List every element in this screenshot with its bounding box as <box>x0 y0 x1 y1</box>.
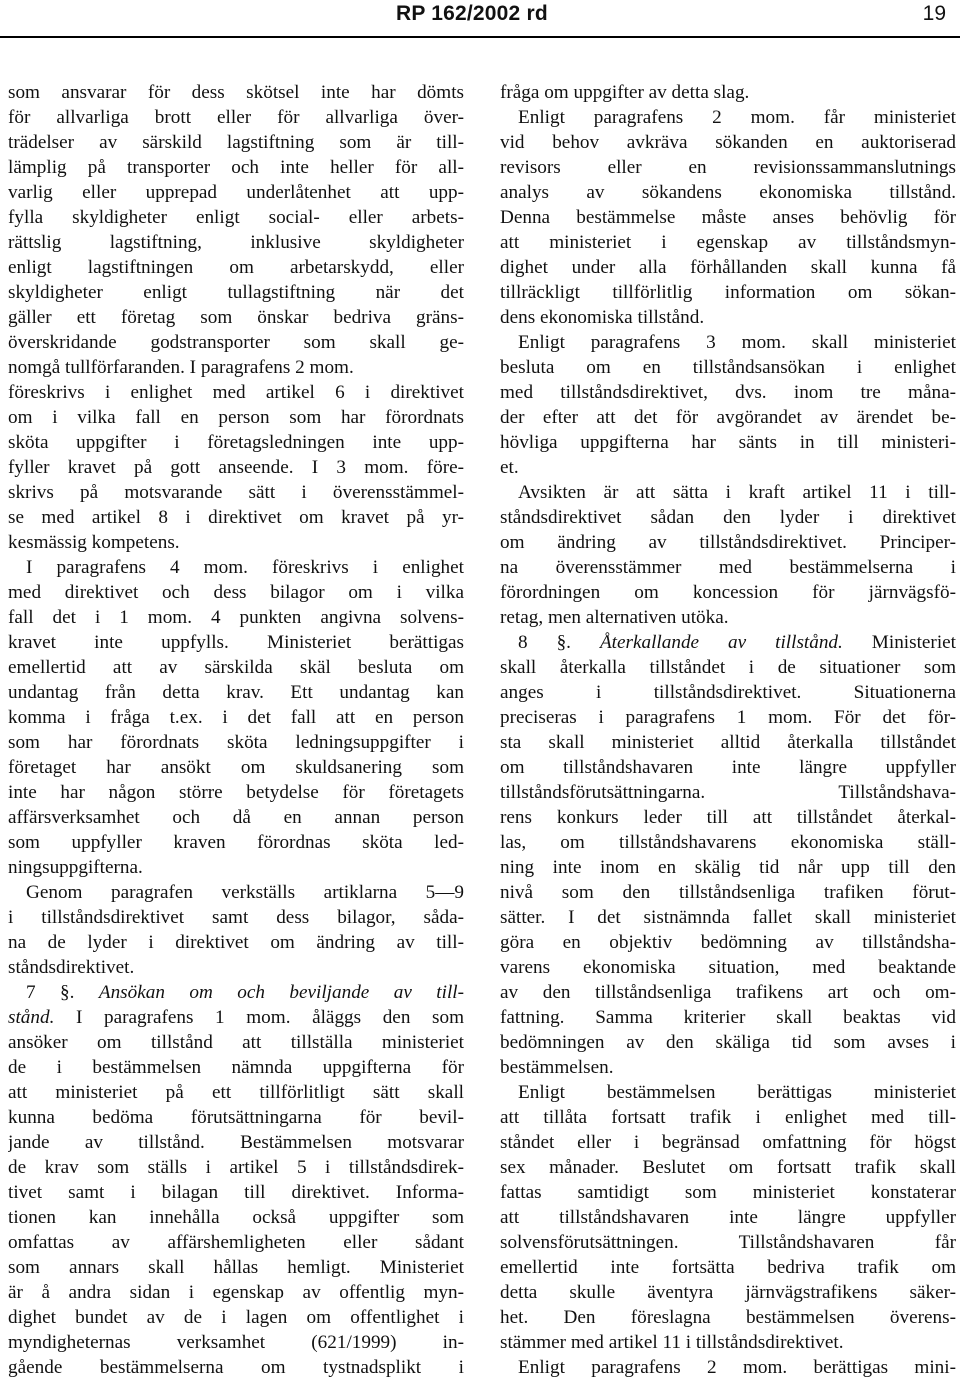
text-line <box>500 555 956 580</box>
text-line <box>500 630 956 655</box>
text-line <box>500 1030 956 1055</box>
text-line-content: att ministeriet på ett tillförlitligt sätt skall <box>8 1082 464 1103</box>
text-line-content: Denna bestämmelse måste anses behövlig för <box>500 207 956 228</box>
text-line <box>8 505 464 530</box>
text-line-content: lämplig på transporter och inte heller för all- <box>8 157 464 178</box>
text-line <box>8 330 464 355</box>
text-line-content: na överensstämmer med bestämmelserna i <box>500 557 956 578</box>
text-line-content: besluta om en tillståndsansökan i enlighet <box>500 357 956 378</box>
text-line-content: retag, men alternativen utöka. <box>500 607 729 628</box>
section-heading-italic: Återkallande av tillstånd. <box>599 632 843 653</box>
text-line <box>500 1230 956 1255</box>
text-line <box>8 1355 464 1380</box>
section-heading-italic: Ansökan om och beviljande av till- <box>98 982 464 1003</box>
text-line-content: solvensförutsättningen. Tillståndshavaren får <box>500 1232 956 1253</box>
text-line-content: om ändring av tillståndsdirektivet. Principer- <box>500 532 956 553</box>
document-reference: RP 162/2002 rd <box>396 2 548 25</box>
text-line-content: fylla skyldigheter enligt social- eller arbets- <box>8 207 464 228</box>
text-line <box>500 780 956 805</box>
text-line-content: fall det i 1 mom. 4 punkten angivna solvens- <box>8 607 464 628</box>
text-line-content: Genom paragrafen verkställs artiklarna 5—9 <box>26 882 464 903</box>
text-line <box>500 755 956 780</box>
text-line-content: sätter. I det sistnämnda fallet skall ministeriet <box>500 907 956 928</box>
text-line-content: företaget har ansökt om skuldsanering som <box>8 757 464 778</box>
text-line-content: skyldigheter enligt tullagstiftning när det <box>8 282 464 303</box>
text-line-content: fattas samtidigt som ministeriet konstaterar <box>500 1182 956 1203</box>
text-line-content: de i bestämmelsen nämnda uppgifterna för <box>8 1057 464 1078</box>
text-line-content: av den tillståndsenliga trafikens art och om- <box>500 982 956 1003</box>
text-line <box>500 80 956 105</box>
text-line-content: inte har någon större betydelse för företagets <box>8 782 464 803</box>
text-line <box>500 1355 956 1380</box>
text-line <box>8 280 464 305</box>
text-line <box>8 1205 464 1230</box>
text-line-content: Avsikten är att sätta i kraft artikel 11 i till- <box>518 482 956 503</box>
text-line <box>8 105 464 130</box>
page-header <box>0 0 960 34</box>
text-line <box>500 155 956 180</box>
text-line <box>8 930 464 955</box>
text-line-content: tillståndsförutsättningarna. Tillståndshava- <box>500 782 956 803</box>
text-line-content: revisors eller en revisionssammanslutnings <box>500 157 956 178</box>
text-line-content: tionen kan innehålla också uppgifter som <box>8 1207 464 1228</box>
text-line-content: i tillståndsdirektivet samt dess bilagor, såda- <box>8 907 464 928</box>
text-line <box>500 1205 956 1230</box>
text-line <box>500 1055 956 1080</box>
text-line-content: bestämmelsen. <box>500 1057 614 1078</box>
text-line <box>500 255 956 280</box>
text-line-content: att ministeriet i egenskap av tillståndsmyn- <box>500 232 956 253</box>
text-line-content: Enligt paragrafens 2 mom. får ministeriet <box>518 107 956 128</box>
text-line <box>8 680 464 705</box>
text-line <box>8 905 464 930</box>
text-line <box>8 955 464 980</box>
text-line-content: fyller kravet på gott anseende. I 3 mom. före- <box>8 457 464 478</box>
text-line <box>8 855 464 880</box>
text-line <box>8 555 464 580</box>
text-line <box>500 1105 956 1130</box>
text-line-content: varens ekonomiska situation, med beaktande <box>500 957 956 978</box>
text-line <box>500 730 956 755</box>
text-line-content: der efter att det för avgörandet av ärendet be- <box>500 407 956 428</box>
text-line <box>500 280 956 305</box>
text-line-content: att tillåta fortsatt trafik i enlighet med till- <box>500 1107 956 1128</box>
text-line <box>8 605 464 630</box>
text-line-content: göra en objektiv bedömning av tillståndsha- <box>500 932 956 953</box>
text-line-content: Enligt bestämmelsen berättigas ministeriet <box>518 1082 956 1103</box>
text-line-content: dens ekonomiska tillstånd. <box>500 307 705 328</box>
text-line-content: kunna bedöma förutsättningarna för bevil- <box>8 1107 464 1128</box>
text-line-content: fattning. Samma kriterier skall beaktas vid <box>500 1007 956 1028</box>
text-line-content: I paragrafens 4 mom. föreskrivs i enlighet <box>26 557 464 578</box>
text-line <box>8 655 464 680</box>
text-line <box>8 780 464 805</box>
text-line <box>500 1280 956 1305</box>
text-line-content: kesmässig kompetens. <box>8 532 180 553</box>
text-line <box>500 505 956 530</box>
text-line <box>500 580 956 605</box>
text-line <box>500 830 956 855</box>
text-line-content: ansöker om tillstånd att tillställa ministeriet <box>8 1032 464 1053</box>
text-line-content: enligt lagstiftningen om arbetarskydd, eller <box>8 257 464 278</box>
text-line-content: varlig eller upprepad underlåtenhet att upp- <box>8 182 464 203</box>
text-line-content: dighet bundet av de i lagen om offentlighet i <box>8 1307 464 1328</box>
left-text-column <box>8 80 464 1380</box>
text-line <box>8 355 464 380</box>
text-line <box>8 155 464 180</box>
text-line <box>8 1305 464 1330</box>
text-line <box>500 105 956 130</box>
text-line-content: rens konkurs leder till att tillståndet återkal- <box>500 807 956 828</box>
text-line-content: ståndsdirektivet. <box>8 957 135 978</box>
text-line <box>500 605 956 630</box>
text-line <box>8 1155 464 1180</box>
text-line <box>8 630 464 655</box>
text-line-content: är å andra sidan i egenskap av offentlig myn- <box>8 1282 464 1303</box>
text-line <box>500 1180 956 1205</box>
text-line-content: affärsverksamhet och då en annan person <box>8 807 464 828</box>
text-line-content: som ansvarar för dess skötsel inte har dömts <box>8 82 464 103</box>
text-line <box>500 430 956 455</box>
text-line <box>8 830 464 855</box>
right-text-column <box>500 80 956 1380</box>
header-rule <box>0 36 960 38</box>
text-line <box>500 680 956 705</box>
text-line-content: 7 §. <box>26 982 99 1003</box>
text-line <box>8 455 464 480</box>
text-line-content: stämmer med artikel 11 i tillståndsdirektivet. <box>500 1332 844 1353</box>
text-line-content: komma i fråga t.ex. i det fall att en person <box>8 707 464 728</box>
text-line <box>500 1330 956 1355</box>
text-line <box>500 1155 956 1180</box>
text-line <box>8 430 464 455</box>
text-line <box>500 655 956 680</box>
text-line-content: tillräckligt tillförlitlig information om sökan- <box>500 282 956 303</box>
text-line <box>500 380 956 405</box>
text-line-continuation: I paragrafens 1 mom. åläggs den som <box>54 1007 464 1028</box>
text-line <box>8 1230 464 1255</box>
text-line <box>8 1255 464 1280</box>
text-line <box>500 805 956 830</box>
text-line <box>500 980 956 1005</box>
text-line <box>8 1280 464 1305</box>
text-line-content: 8 §. <box>518 632 600 653</box>
text-line-content: sköta uppgifter i företagsledningen inte upp- <box>8 432 464 453</box>
text-line-content: ningsuppgifterna. <box>8 857 143 878</box>
text-line <box>500 1255 956 1280</box>
text-line <box>500 205 956 230</box>
text-line <box>8 730 464 755</box>
text-line-content: na de lyder i direktivet om ändring av till- <box>8 932 464 953</box>
text-line-content: som har förordnats sköta ledningsuppgifter i <box>8 732 464 753</box>
text-line-continuation: Ministeriet <box>842 632 956 653</box>
text-line <box>8 705 464 730</box>
text-line <box>8 230 464 255</box>
text-line <box>8 380 464 405</box>
text-line-content: Enligt paragrafens 3 mom. skall ministeriet <box>518 332 956 353</box>
text-line <box>500 355 956 380</box>
text-line-content: med direktivet och dess bilagor om i vilka <box>8 582 464 603</box>
text-line-content: bedömningen av den skäliga tid som avses i <box>500 1032 956 1053</box>
text-line <box>500 530 956 555</box>
text-line <box>8 1005 464 1030</box>
text-line <box>8 1105 464 1130</box>
text-line-content: se med artikel 8 i direktivet om kravet på yr- <box>8 507 464 528</box>
text-line-content: detta skulle äventyra järnvägstrafikens säker- <box>500 1282 956 1303</box>
text-line <box>500 130 956 155</box>
text-line-content: het. Den föreslagna bestämmelsen överens- <box>500 1307 956 1328</box>
text-line <box>500 930 956 955</box>
text-line-content: trädelser av särskild lagstiftning som är till- <box>8 132 464 153</box>
text-line <box>500 330 956 355</box>
text-line-content: att tillståndshavaren inte längre uppfyller <box>500 1207 956 1228</box>
page-number: 19 <box>922 2 946 25</box>
text-line-content: et. <box>500 457 519 478</box>
text-line-content: för allvarliga brott eller för allvarliga över- <box>8 107 464 128</box>
text-line <box>8 80 464 105</box>
text-line-content: preciseras i paragrafens 1 mom. För det för- <box>500 707 956 728</box>
text-line <box>500 230 956 255</box>
text-line <box>8 480 464 505</box>
text-line-content: som uppfyller kraven förordnas sköta led- <box>8 832 464 853</box>
text-line <box>500 1005 956 1030</box>
text-line <box>8 205 464 230</box>
text-line-content: gående bestämmelserna om tystnadsplikt i <box>8 1357 464 1378</box>
text-line-content: sex månader. Beslutet om fortsatt trafik skall <box>500 1157 956 1178</box>
text-line-content: jande av tillstånd. Bestämmelsen motsvarar <box>8 1132 464 1153</box>
text-line <box>8 180 464 205</box>
text-line-content: nivå som den tillståndsenliga trafiken förut- <box>500 882 956 903</box>
text-line <box>500 955 956 980</box>
text-line <box>500 905 956 930</box>
text-line-content: ståndet eller i begränsad omfattning för högst <box>500 1132 956 1153</box>
text-line <box>8 880 464 905</box>
text-line <box>500 1305 956 1330</box>
text-line-content: med tillståndsdirektivet, dvs. inom tre måna- <box>500 382 956 403</box>
text-line <box>8 580 464 605</box>
text-line-content: som annars skall hållas hemligt. Ministeriet <box>8 1257 464 1278</box>
text-line-content: skrivs på motsvarande sätt i överensstämmel- <box>8 482 464 503</box>
text-line-content: gäller ett företag som önskar bedriva gräns- <box>8 307 464 328</box>
text-line-content: rättslig lagstiftning, inklusive skyldigheter <box>8 232 464 253</box>
text-line <box>8 755 464 780</box>
text-line <box>500 1130 956 1155</box>
text-line-content: kravet inte uppfylls. Ministeriet berättigas <box>8 632 464 653</box>
text-line <box>8 1330 464 1355</box>
text-line <box>500 880 956 905</box>
text-line-content: las, om tillståndshavarens ekonomiska ställ- <box>500 832 956 853</box>
text-line-content: de krav som ställs i artikel 5 i tillståndsdirek- <box>8 1157 464 1178</box>
text-line-content: överskridande godstransporter som skall ge- <box>8 332 464 353</box>
text-line-content: myndigheternas verksamhet (621/1999) in- <box>8 1332 464 1353</box>
text-line-content: omfattas av affärshemligheten eller sådant <box>8 1232 464 1253</box>
text-line <box>8 805 464 830</box>
text-line-content: dighet under alla förhållanden skall kunna få <box>500 257 956 278</box>
text-line <box>500 405 956 430</box>
text-line-content: emellertid att av särskilda skäl besluta om <box>8 657 464 678</box>
text-line-content: undantag från detta krav. Ett undantag kan <box>8 682 464 703</box>
text-line <box>8 1080 464 1105</box>
text-line-content: anges i tillståndsdirektivet. Situationerna <box>500 682 956 703</box>
text-line <box>8 405 464 430</box>
text-line <box>8 130 464 155</box>
text-line <box>8 530 464 555</box>
text-line <box>8 1055 464 1080</box>
text-line <box>500 855 956 880</box>
text-line-content: föreskrivs i enlighet med artikel 6 i direktivet <box>8 382 464 403</box>
text-line-content: tivet samt i bilagan till direktivet. Informa- <box>8 1182 464 1203</box>
section-heading-italic: stånd. <box>8 1007 55 1028</box>
text-line-content: Enligt paragrafens 2 mom. berättigas mini- <box>518 1357 956 1378</box>
text-line <box>500 455 956 480</box>
text-line-content: vid behov avkräva sökanden en auktoriserad <box>500 132 956 153</box>
text-line <box>500 480 956 505</box>
text-line <box>500 1080 956 1105</box>
text-line-content: sta skall ministeriet alltid återkalla tillståndet <box>500 732 956 753</box>
text-line-content: hövliga uppgifterna har sänts in till ministeri- <box>500 432 956 453</box>
text-line-content: om tillståndshavaren inte längre uppfyller <box>500 757 956 778</box>
text-line <box>8 980 464 1005</box>
text-line-content: ståndsdirektivet sådan den lyder i direktivet <box>500 507 956 528</box>
text-line-content: skall återkalla tillståndet i de situationer som <box>500 657 956 678</box>
text-line-content: ning inte inom en skälig tid når upp till den <box>500 857 956 878</box>
text-line <box>8 1030 464 1055</box>
text-line-content: analys av sökandens ekonomiska tillstånd. <box>500 182 956 203</box>
text-line-content: fråga om uppgifter av detta slag. <box>500 82 750 103</box>
text-line-content: emellertid inte fortsätta bedriva trafik om <box>500 1257 956 1278</box>
text-line-content: om i vilka fall en person som har förordnats <box>8 407 464 428</box>
text-line <box>8 1180 464 1205</box>
text-line <box>8 305 464 330</box>
text-line <box>500 305 956 330</box>
text-line-content: förordningen om koncession för järnvägsfö- <box>500 582 956 603</box>
text-line <box>500 705 956 730</box>
text-line <box>8 255 464 280</box>
text-line <box>8 1130 464 1155</box>
text-line-content: nomgå tullförfaranden. I paragrafens 2 mom. <box>8 357 354 378</box>
text-line <box>500 180 956 205</box>
